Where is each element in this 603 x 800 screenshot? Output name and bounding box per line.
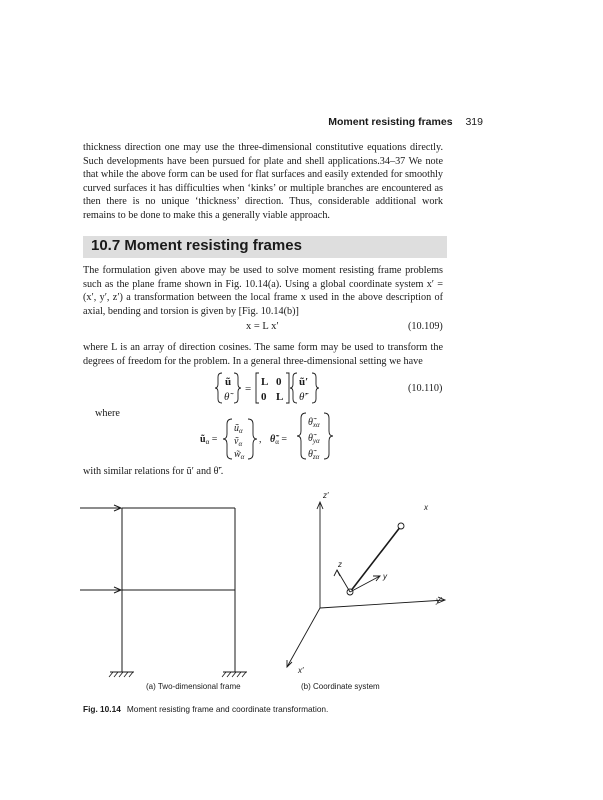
svg-text:θ̃xα: $\thetã_{x\alpha}$ <box>308 417 320 429</box>
where-label: where <box>95 408 120 419</box>
running-title: Moment resisting frames <box>328 116 453 128</box>
x-prime-axis <box>287 608 320 667</box>
svg-text:,: , <box>259 434 262 445</box>
svg-text:ũ: ũ <box>225 376 232 388</box>
with-relations-text: with similar relations for ũ′ and θ̃′. <box>83 466 224 477</box>
paragraph-direction-cosines: where L is an array of direction cosines. The same form may be used to transform the degrees of freedom for the problem. In a general three-dimensional setting we have <box>83 342 443 367</box>
svg-text:θ̃′: θ̃′ <box>299 391 307 403</box>
node-end <box>398 523 404 529</box>
equation-10-109: x = L x′ <box>246 321 279 332</box>
svg-text:ṽα: ṽ$_\alpha$ <box>234 436 243 448</box>
svg-text:w̃α: $w̃_\alpha$ <box>234 449 245 461</box>
member-line <box>350 526 401 592</box>
subcaption-a: (a) Two-dimensional frame <box>146 682 241 691</box>
y-prime-axis <box>320 600 445 608</box>
caption-label: Fig. 10.14 <box>83 704 121 714</box>
subcaption-b: (b) Coordinate system <box>301 682 380 691</box>
svg-text:θ̃yα: $\thetã_{y\alpha}$ <box>308 433 320 445</box>
paragraph-intro: thickness direction one may use the three-dimensional constitutive equations directly. Such developments have been pursued for plate and shell applications.34–37 We note that while the above form can be used for flat surfaces and easily extended for smoothly curved surfaces it has difficulties when ‘kinks’ or multiple branches are encountered as then there is no unique ‘thickness’ direction. Thus, considerable additional work remains to be done to make this a generally viable approach. <box>83 142 443 221</box>
svg-text:ũα =: $ũ_\alpha$ = <box>200 434 218 446</box>
svg-text:ũ′: ũ′ <box>299 376 309 388</box>
figure-caption <box>83 704 328 714</box>
axis-label-x-prime: x′ <box>298 666 304 675</box>
caption-text: Moment resisting frame and coordinate transformation. <box>126 704 329 714</box>
equation-components <box>200 413 333 461</box>
section-title: 10.7 Moment resisting frames <box>91 237 302 254</box>
svg-text:L: L <box>276 391 284 403</box>
svg-text:L: L <box>261 376 269 388</box>
axis-label-y: y <box>383 572 387 581</box>
svg-text:=: = <box>245 383 252 395</box>
equation-10-110 <box>215 373 319 403</box>
axis-label-z: z <box>338 560 342 569</box>
svg-text:0: 0 <box>276 376 282 388</box>
axis-label-y-prime: y′ <box>436 596 442 605</box>
svg-text:ũα: $ũ_\alpha$ <box>234 423 243 435</box>
axis-label-z-prime: z′ <box>323 491 329 500</box>
svg-text:0: 0 <box>261 391 267 403</box>
coordinate-diagram <box>287 502 445 667</box>
local-y-axis <box>350 576 380 592</box>
paragraph-formulation: The formulation given above may be used to solve moment resisting frame problems such as the plane frame shown in Fig. 10.14(a). Using a global coordinate system x′ = (x′, y′, z′) a transformation between the local frame x used in the above description of axial, bending and torsion is given by [Fig. 10.14(b)] <box>83 265 443 317</box>
svg-text:θ̃: θ̃ <box>224 391 230 403</box>
svg-text:θ̃α =: $\thetã_\alpha$ = <box>270 434 288 446</box>
frame-diagram <box>80 505 247 677</box>
equation-number-10-110: (10.110) <box>408 383 443 394</box>
svg-text:θ̃zα: $\thetã_{z\alpha}$ <box>308 449 320 461</box>
equation-number-10-109: (10.109) <box>408 321 443 332</box>
axis-label-x: x <box>424 503 428 512</box>
page-number: 319 <box>465 116 483 128</box>
